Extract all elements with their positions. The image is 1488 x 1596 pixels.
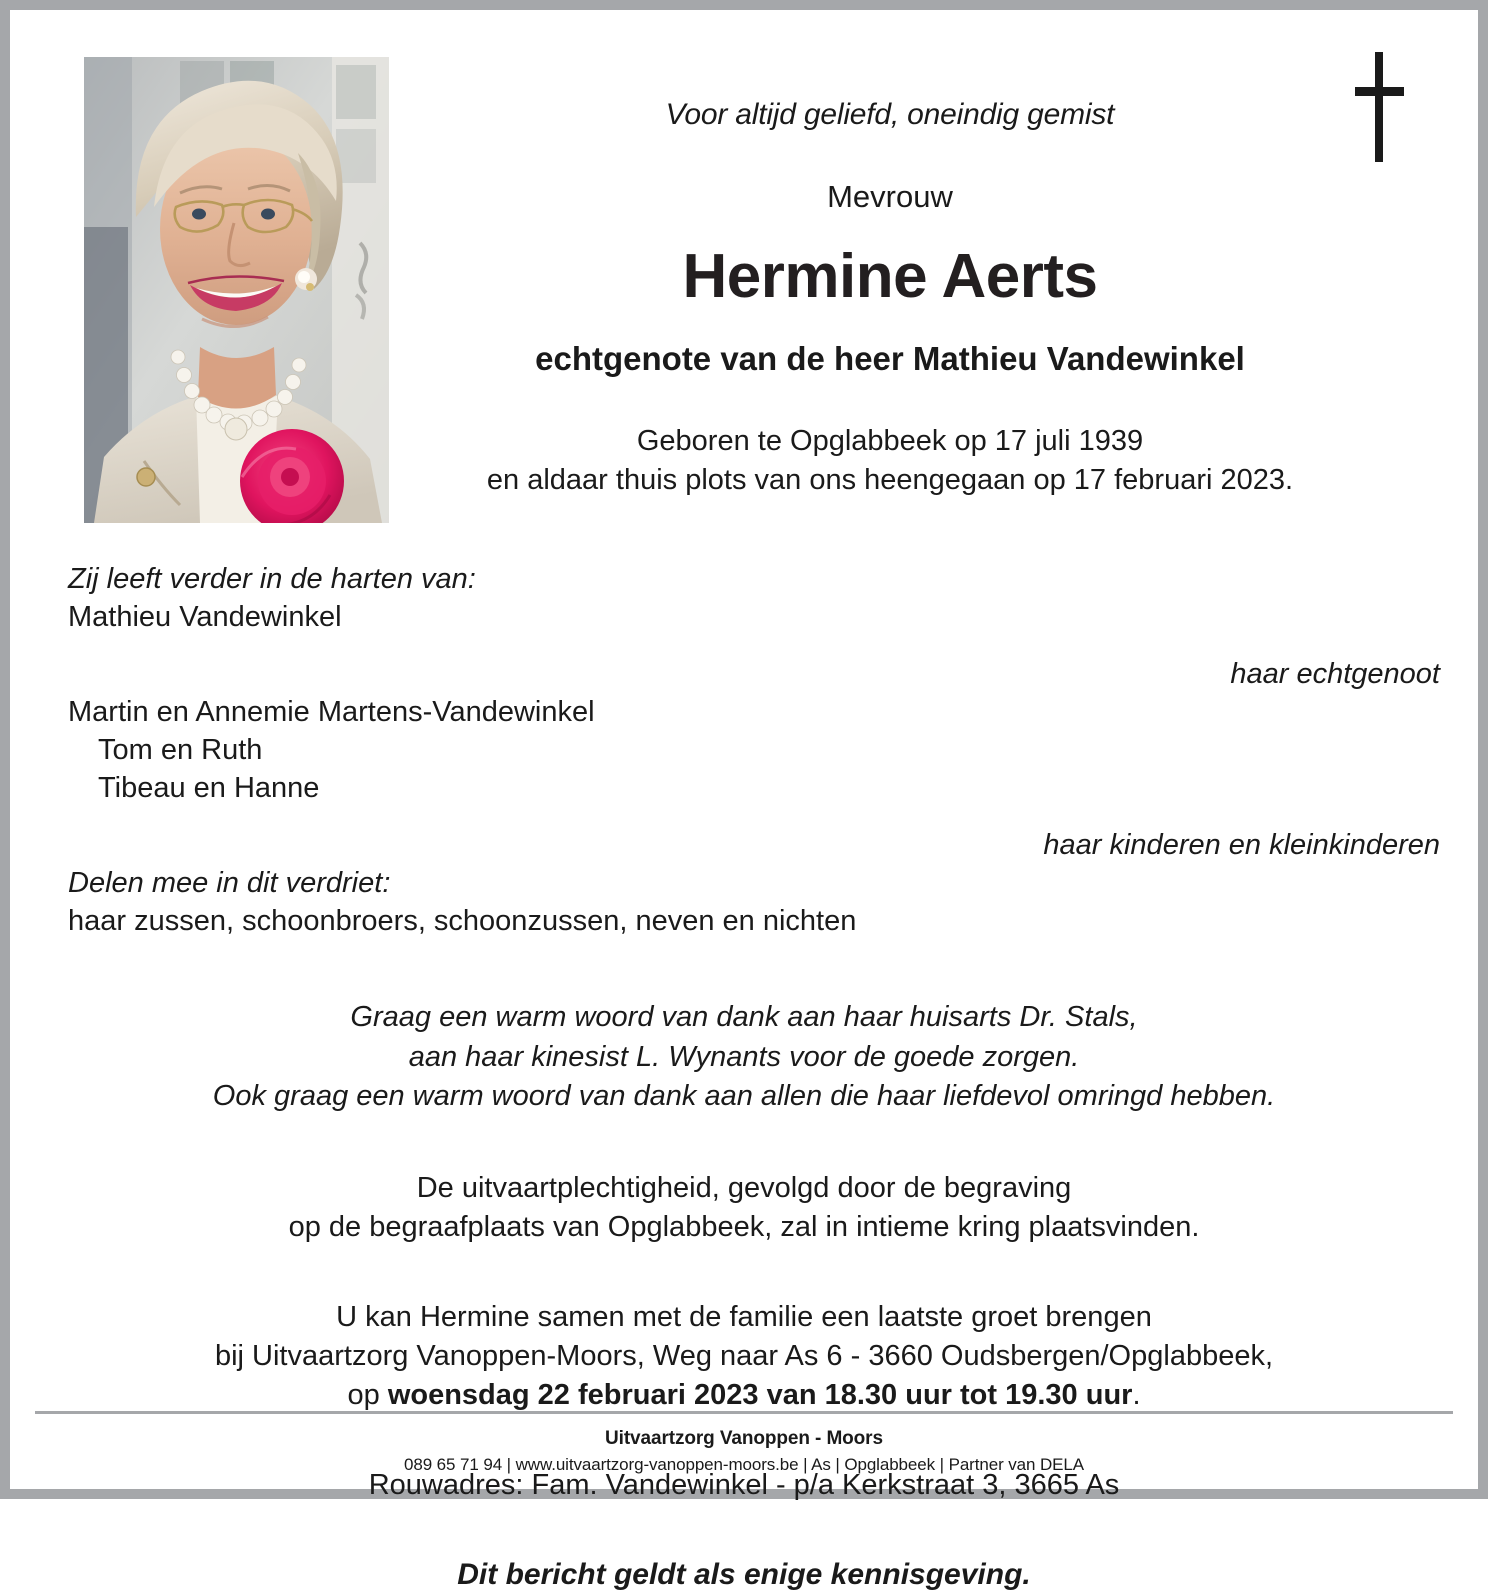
ceremony-line-2: op de begraafplaats van Opglabbeek, zal in intieme kring plaatsvinden. [288, 1211, 1200, 1244]
page-title: Hermine Aerts [682, 242, 1098, 311]
portrait-photo [84, 57, 389, 523]
children-role-label: haar kinderen en kleinkinderen [1043, 828, 1440, 861]
footer-contact-line: 089 65 71 94 | www.uitvaartzorg-vanoppen-moors.be | As | Opglabbeek | Partner van DELA [403, 1455, 1084, 1474]
visiting-line-2: bij Uitvaartzorg Vanoppen-Moors, Weg naar As 6 - 3660 Oudsbergen/Opglabbeek, [214, 1340, 1274, 1373]
birth-line: Geboren te Opglabbeek op 17 juli 1939 [636, 425, 1144, 457]
epitaph-line: Voor altijd geliefd, oneindig gemist [665, 98, 1115, 131]
header-region [10, 10, 1478, 498]
visiting-section [10, 1298, 1478, 1416]
survivor-spouse: Mathieu Vandewinkel [68, 601, 342, 634]
mourning-address: Rouwadres: Fam. Vandewinkel - p/a Kerkstraat 3, 3665 As [368, 1468, 1120, 1501]
header-text-block [420, 10, 1360, 499]
single-notice-line: Dit bericht geldt als enige kennisgeving. [457, 1558, 1031, 1592]
survivors-intro: Zij leeft verder in de harten van: [68, 563, 476, 595]
visiting-line-1: U kan Hermine samen met de familie een laatste groet brengen [336, 1300, 1152, 1333]
death-line: en aldaar thuis plots van ons heengegaan op 17 februari 2023. [486, 463, 1294, 496]
cross-horizontal-bar [1355, 87, 1404, 96]
visiting-datetime: woensdag 22 februari 2023 van 18.30 uur tot 19.30 uur [387, 1379, 1133, 1412]
visiting-prefix: op [347, 1379, 388, 1412]
portrait-illustration [84, 57, 389, 523]
cross-vertical-bar [1375, 52, 1383, 162]
survivor-grandchildren-1: Tom en Ruth [98, 734, 263, 767]
spouse-relation-line: echtgenote van de heer Mathieu Vandewinkel [535, 340, 1245, 377]
ceremony-line-1: De uitvaartplechtigheid, gevolgd door de begraving [416, 1171, 1072, 1204]
visiting-suffix: . [1132, 1379, 1141, 1412]
memorial-card-inner [10, 10, 1478, 1592]
footer-divider [35, 1411, 1453, 1414]
thanks-line-1: Graag een warm woord van dank aan haar huisarts Dr. Stals, [350, 1001, 1138, 1034]
thanks-section [10, 998, 1478, 1116]
salutation-line: Mevrouw [827, 179, 953, 214]
life-dates-block [420, 422, 1360, 499]
mourners-list: haar zussen, schoonbroers, schoonzussen, neven en nichten [68, 905, 857, 938]
footer-company-name: Uitvaartzorg Vanoppen - Moors [605, 1428, 883, 1449]
footer [10, 1428, 1478, 1475]
thanks-line-3: Ook graag een warm woord van dank aan allen die haar liefdevol omringd hebben. [212, 1080, 1276, 1113]
mourners-intro: Delen mee in dit verdriet: [68, 866, 391, 899]
ceremony-section [10, 1169, 1478, 1248]
spouse-role-label: haar echtgenoot [1230, 657, 1440, 690]
survivors-section [10, 560, 1478, 940]
survivor-grandchildren-2: Tibeau en Hanne [98, 772, 320, 805]
visiting-line-3 [10, 1376, 1478, 1415]
thanks-line-2: aan haar kinesist L. Wynants voor de goede zorgen. [408, 1040, 1080, 1073]
survivor-children: Martin en Annemie Martens-Vandewinkel [68, 695, 595, 728]
